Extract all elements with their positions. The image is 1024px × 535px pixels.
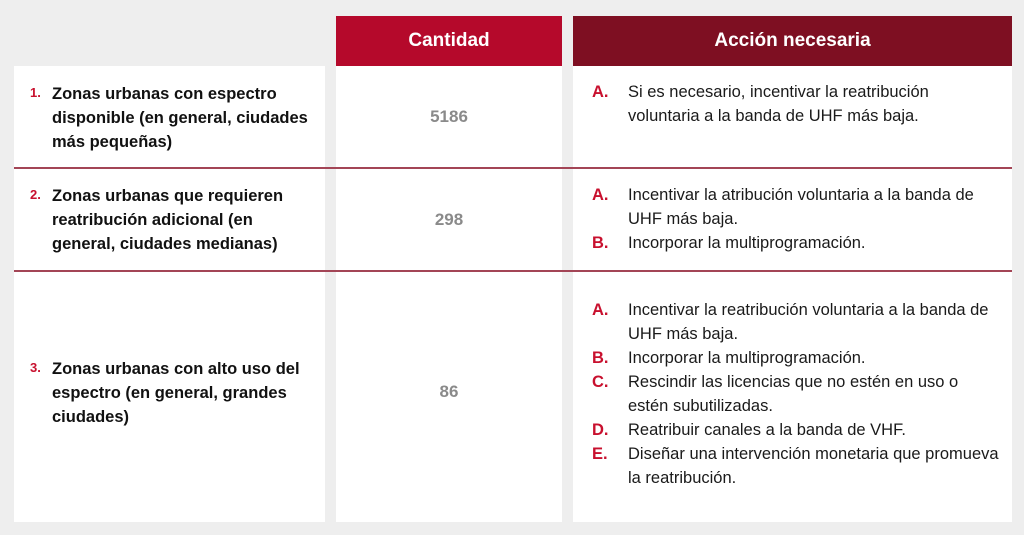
row-1-quantity: 5186 <box>430 107 468 126</box>
action-text: Si es necesario, incentivar la reatribución voluntaria a la banda de UHF más baja. <box>628 83 929 125</box>
action-text: Diseñar una intervención monetaria que promueva la reatribución. <box>628 445 999 487</box>
action-letter: A. <box>592 301 609 319</box>
row-3-quantity: 86 <box>439 382 459 401</box>
row-3-actions <box>592 298 1002 490</box>
row-2-actions <box>592 183 1002 255</box>
action-item <box>592 370 1002 418</box>
row-divider <box>14 270 1012 272</box>
action-item <box>592 418 1002 442</box>
row-2-label <box>30 184 320 256</box>
row-divider <box>14 167 1012 169</box>
row-3-label <box>30 357 320 429</box>
row-text: Zonas urbanas con espectro disponible (en general, ciudades más pequeñas) <box>52 85 308 151</box>
action-text: Incentivar la reatribución voluntaria a la banda de UHF más baja. <box>628 301 989 343</box>
action-item <box>592 298 1002 346</box>
action-item <box>592 80 1002 128</box>
row-text: Zonas urbanas con alto uso del espectro (en general, grandes ciudades) <box>52 360 300 426</box>
action-letter: E. <box>592 445 608 463</box>
action-item <box>592 346 1002 370</box>
action-letter: B. <box>592 234 609 252</box>
action-letter: A. <box>592 83 609 101</box>
action-letter: C. <box>592 373 609 391</box>
row-1-label <box>30 82 320 154</box>
header-quantity: Cantidad <box>336 16 562 66</box>
row-number: 3. <box>30 360 41 375</box>
action-item <box>592 183 1002 231</box>
quantity-column <box>336 16 562 522</box>
action-text: Rescindir las licencias que no estén en uso o estén subutilizadas. <box>628 373 959 415</box>
row-number: 2. <box>30 187 41 202</box>
row-1-actions <box>592 80 1002 128</box>
row-text: Zonas urbanas que requieren reatribución adicional (en general, ciudades medianas) <box>52 187 284 253</box>
action-text: Reatribuir canales a la banda de VHF. <box>628 421 906 439</box>
action-item <box>592 231 1002 255</box>
row-number: 1. <box>30 85 41 100</box>
header-action: Acción necesaria <box>573 16 1012 66</box>
row-2-quantity: 298 <box>434 210 464 229</box>
action-letter: D. <box>592 421 609 439</box>
action-letter: A. <box>592 186 609 204</box>
action-item <box>592 442 1002 490</box>
action-text: Incorporar la multiprogramación. <box>628 234 866 252</box>
action-text: Incentivar la atribución voluntaria a la banda de UHF más baja. <box>628 186 974 228</box>
action-letter: B. <box>592 349 609 367</box>
action-text: Incorporar la multiprogramación. <box>628 349 866 367</box>
